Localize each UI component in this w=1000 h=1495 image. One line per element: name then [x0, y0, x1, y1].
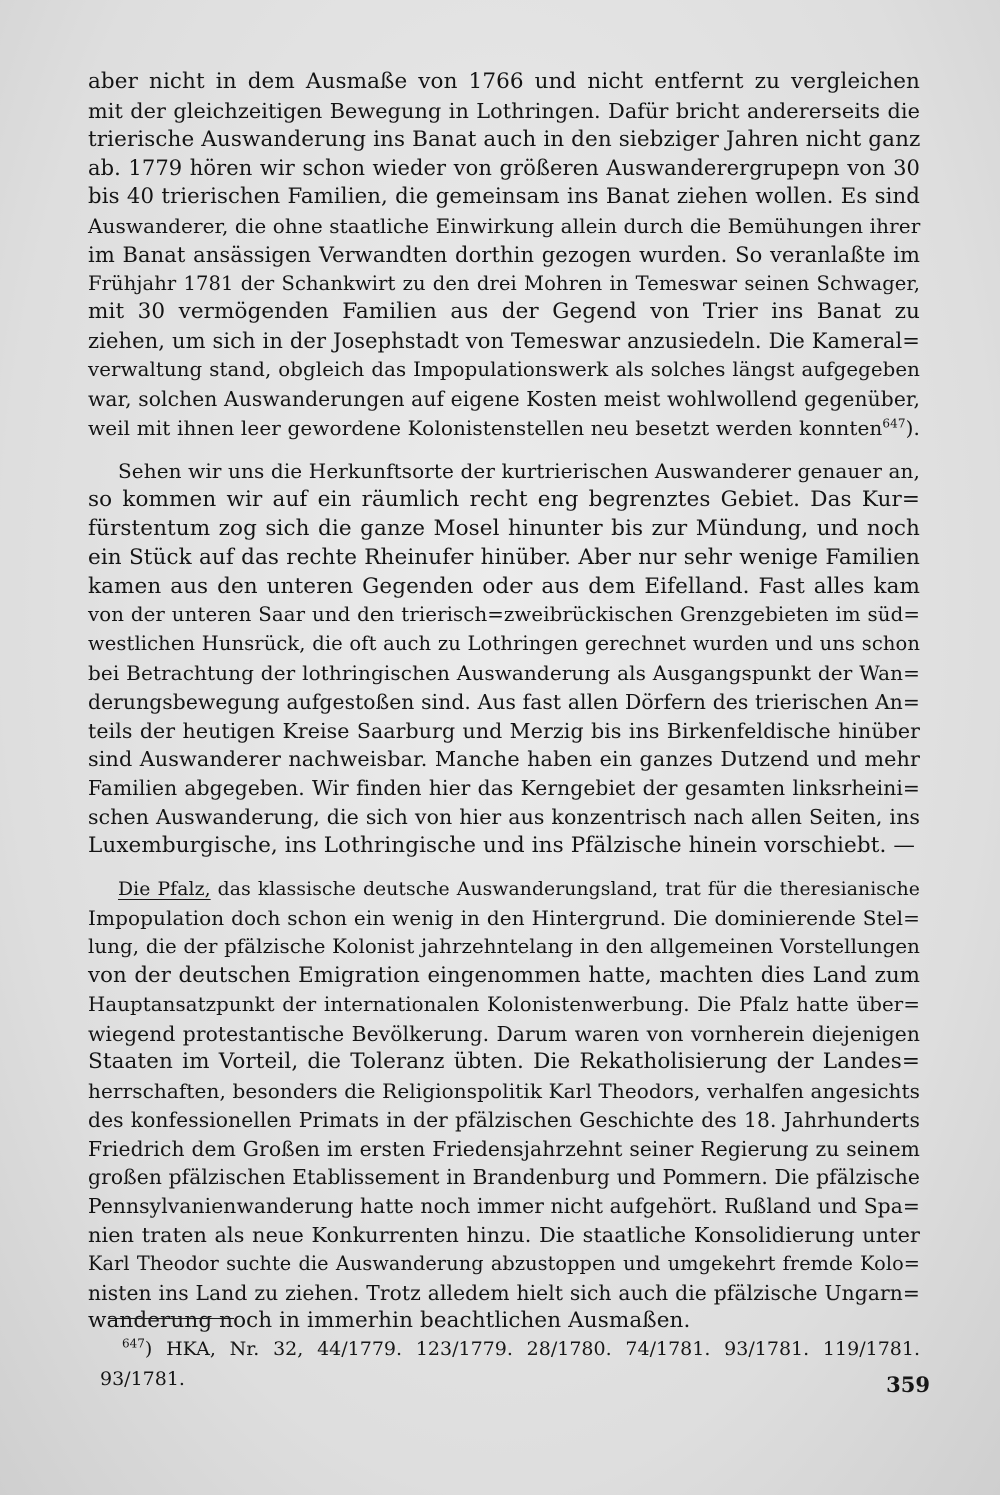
page-number: 359 — [886, 1372, 930, 1397]
text-line: von der deutschen Emigration eingenommen hatte, machten dies Land zum — [88, 962, 920, 988]
text-line: mit 30 vermögenden Familien aus der Gegend von Trier ins Banat zu — [88, 299, 920, 325]
text-line: nisten ins Land zu ziehen. Trotz alledem hielt sich auch die pfälzische Ungarn= — [88, 1280, 920, 1305]
paragraph-2 — [88, 457, 920, 860]
text-line: Friedrich dem Großen im ersten Friedensjahrzehnt seiner Regierung zu seinem — [88, 1136, 920, 1161]
text-line: wanderung noch in immerhin beachtlichen Ausmaßen. — [88, 1308, 691, 1334]
footnote-line: 93/1781. — [100, 1368, 185, 1390]
text-fragment: ). — [905, 415, 920, 440]
text-line: lung, die der pfälzische Kolonist jahrzehntelang in den allgemeinen Vorstellungen — [88, 935, 920, 959]
text-line: Karl Theodor suchte die Auswanderung abzustoppen und umgekehrt fremde Kolo= — [88, 1251, 920, 1275]
text-line: Luxemburgische, ins Lothringische und ins Pfälzische hinein vorschiebt. — — [88, 832, 915, 858]
text-line: so kommen wir auf ein räumlich recht eng begrenztes Gebiet. Das Kur= — [88, 487, 920, 513]
text-line: ein Stück auf das rechte Rheinufer hinüber. Aber nur sehr wenige Familien — [88, 544, 920, 570]
text-line-with-footnote — [88, 414, 920, 443]
text-line: Sehen wir uns die Herkunftsorte der kurtrierischen Auswanderer genauer an, — [118, 459, 920, 484]
text-line: schen Auswanderung, die sich von hier aus konzentrisch nach allen Seiten, ins — [88, 804, 920, 829]
text-line: von der unteren Saar und den trierisch=zweibrückischen Grenzgebieten im süd= — [88, 603, 920, 627]
footnote-line — [100, 1334, 920, 1364]
text-line: im Banat ansässigen Verwandten dorthin gezogen wurden. So veranlaßte im — [88, 242, 920, 267]
text-line: des konfessionellen Primats in der pfälzischen Geschichte des 18. Jahrhunderts — [88, 1107, 920, 1132]
text-line: ab. 1779 hören wir schon wieder von größeren Auswanderergrupepn von 30 — [88, 156, 920, 181]
footnote — [100, 1334, 920, 1394]
footnote-separator — [108, 1318, 234, 1319]
text-line-with-underlined-lead — [88, 876, 920, 905]
text-line: Staaten im Vorteil, die Toleranz übten. Die Rekatholisierung der Landes= — [88, 1049, 920, 1075]
text-line: Auswanderer, die ohne staatliche Einwirkung allein durch die Bemühungen ihrer — [88, 213, 921, 238]
text-fragment: weil mit ihnen leer gewordene Kolonistenstellen neu besetzt werden konnten — [88, 415, 883, 440]
text-line: Familien abgegeben. Wir finden hier das Kerngebiet der gesamten linksrheini= — [88, 776, 920, 801]
text-fragment: das klassische deutsche Auswanderungsland, trat für die theresianische — [210, 878, 920, 900]
body-text — [88, 68, 920, 1336]
text-line: derungsbewegung aufgestoßen sind. Aus fast allen Dörfern des trierischen An= — [88, 689, 920, 714]
footnote-number: 647 — [122, 1336, 145, 1351]
text-line: mit der gleichzeitigen Bewegung in Lothringen. Dafür bricht andererseits die — [88, 98, 920, 123]
text-line: Pennsylvanienwanderung hatte noch immer nicht aufgehört. Rußland und Spa= — [88, 1194, 920, 1219]
text-line: bis 40 trierischen Familien, die gemeinsam ins Banat ziehen wollen. Es sind — [88, 184, 920, 210]
text-line: Frühjahr 1781 der Schankwirt zu den drei Mohren in Temeswar seinen Schwager, — [88, 271, 920, 295]
text-line: teils der heutigen Kreise Saarburg und Merzig bis ins Birkenfeldische hinüber — [88, 718, 920, 743]
text-line: wiegend protestantische Bevölkerung. Darum waren von vornherein diejenigen — [88, 1021, 920, 1046]
footnote-text: ) HKA, Nr. 32, 44/1779. 123/1779. 28/1780. 74/1781. 93/1781. 119/1781. — [144, 1338, 920, 1360]
underlined-lead-phrase: Die Pfalz, — [118, 878, 211, 900]
text-line: kamen aus den unteren Gegenden oder aus dem Eifelland. Fast alles kam — [88, 573, 920, 599]
text-line: nien traten als neue Konkurrenten hinzu. Die staatliche Konsolidierung unter — [88, 1223, 920, 1248]
text-line: herrschaften, besonders die Religionspolitik Karl Theodors, verhalfen angesichts — [88, 1079, 920, 1104]
footnote-reference: 647 — [882, 415, 906, 430]
text-line: Hauptansatzpunkt der internationalen Kolonistenwerbung. Die Pfalz hatte über= — [88, 992, 920, 1016]
text-line: großen pfälzischen Etablissement in Brandenburg und Pommern. Die pfälzische — [88, 1165, 920, 1190]
text-line: ziehen, um sich in der Josephstadt von Temeswar anzusiedeln. Die Kameral= — [88, 329, 920, 354]
text-line: sind Auswanderer nachweisbar. Manche haben ein ganzes Dutzend und mehr — [88, 747, 920, 772]
text-line: trierische Auswanderung ins Banat auch in den siebziger Jahren nicht ganz — [88, 126, 921, 152]
text-line: westlichen Hunsrück, die oft auch zu Lothringen gerechnet wurden und uns schon — [88, 632, 920, 656]
text-line: verwaltung stand, obgleich das Impopulationswerk als solches längst aufgegeben — [88, 357, 920, 381]
text-line: war, solchen Auswanderungen auf eigene Kosten meist wohlwollend gegenüber, — [88, 386, 920, 411]
text-line: aber nicht in dem Ausmaße von 1766 und nicht entfernt zu vergleichen — [88, 69, 920, 94]
text-line: Impopulation doch schon ein wenig in den Hintergrund. Die dominierende Stel= — [88, 906, 920, 931]
text-line: fürstentum zog sich die ganze Mosel hinunter bis zur Mündung, und noch — [88, 515, 920, 541]
paragraph-1 — [88, 68, 920, 442]
text-line: bei Betrachtung der lothringischen Auswanderung als Ausgangspunkt der Wan= — [88, 660, 920, 685]
paragraph-3 — [88, 876, 920, 1337]
